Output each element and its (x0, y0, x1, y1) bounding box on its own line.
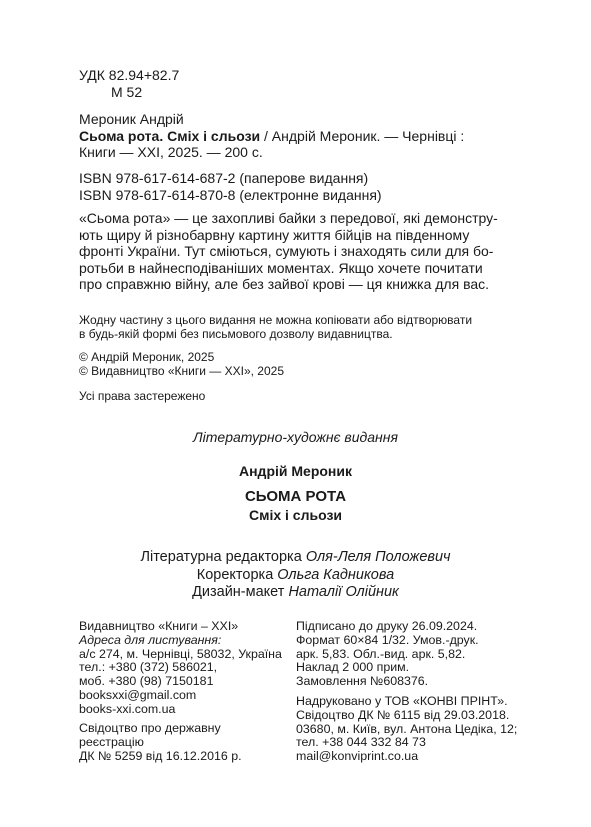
notice-line: Жодну частину з цього видання не можна копіювати або відтворювати (79, 313, 473, 327)
annotation-line: ротьби в найнесподіваніших моментах. Якщо хочете почитати (79, 259, 483, 276)
bib-line-2: Книги — ХХІ, 2025. — 200 с. (79, 144, 263, 160)
annotation-line: «Сьома рота» — це захопливі байки з передової, які демонстру- (79, 210, 498, 226)
credit-person: Ольга Кадникова (277, 566, 395, 583)
udk-block (79, 67, 179, 100)
copyright-notice (79, 313, 472, 341)
notice-line: в будь-якій формі без письмового дозволу видавництва. (79, 327, 393, 341)
printer-line: тел. +38 044 332 84 73 (296, 735, 426, 750)
bibliographic-record (79, 111, 464, 161)
credit-person: Оля-Леля Положевич (305, 549, 451, 565)
printer-line: mail@konviprint.co.ua (296, 749, 419, 764)
credit-role: Дизайн-макет (192, 584, 289, 600)
print-line: арк. 5,83. Обл.-вид. арк. 5,82. (296, 646, 466, 661)
publisher-info (79, 620, 282, 717)
address-label: Адреса для листування: (79, 632, 222, 647)
printer-line: 03680, м. Київ, вул. Антона Цедіка, 12; (296, 721, 518, 736)
publisher-site: books-xxi.com.ua (79, 701, 176, 716)
isbn-electronic: ISBN 978-617-614-870-8 (електронне видання) (79, 186, 382, 203)
udk-code: УДК 82.94+82.7 (79, 67, 180, 83)
print-info (296, 620, 479, 689)
print-line: Підписано до друку 26.09.2024. (296, 619, 478, 633)
certificate-line: реєстрацію (79, 734, 144, 749)
annotation-line: про справжню війну, але без зайвої крові — ця книжка для вас. (79, 276, 490, 292)
credit-role: Коректорка (196, 566, 278, 583)
annotation (79, 210, 514, 293)
publisher-address: а/с 274, м. Чернівці, 58032, Україна (79, 646, 282, 661)
isbn-print: ISBN 978-617-614-687-2 (паперове видання) (79, 170, 369, 186)
registration-certificate (79, 722, 242, 763)
printer-line: Надруковано у ТОВ «КОНВІ ПРІНТ». (296, 694, 508, 708)
publisher-name: Видавництво «Книги – ХХІ» (79, 619, 239, 633)
author-display: Андрій Мероник (238, 463, 352, 479)
isbn-block (79, 170, 382, 203)
rights-reserved: Усі права застережено (79, 389, 206, 403)
edition-type: Літературно-художнє видання (193, 429, 398, 445)
publisher-mobile: моб. +380 (98) 7150181 (79, 674, 214, 689)
printer-line: Свідоцтво ДК № 6115 від 29.03.2018. (296, 707, 510, 722)
book-title: СЬОМА РОТА (244, 488, 347, 505)
author-mark: М 52 (111, 83, 143, 100)
printer-info (296, 695, 517, 764)
bib-rest: / Андрій Мероник. — Чернівці : (260, 127, 465, 144)
bib-line-1 (79, 128, 464, 145)
credit-role: Літературна редакторка (140, 549, 306, 565)
copyright-publisher: © Видавництво «Книги — ХХІ», 2025 (79, 364, 285, 378)
print-line: Формат 60×84 1/32. Умов.-друк. (296, 632, 479, 647)
book-subtitle: Сміх і сльози (248, 507, 343, 523)
credit-proofreader (0, 567, 591, 585)
copyrights (79, 350, 284, 378)
annotation-line: фронті України. Тут сміються, сумують і знаходять сили для бо- (79, 243, 494, 259)
credit-designer (0, 584, 591, 602)
certificate-line: Свідоцтво про державну (79, 721, 221, 735)
annotation-line: ють щиру й різнобарвну картину життя бійців на південному (79, 226, 470, 243)
copyright-author: © Андрій Мероник, 2025 (79, 350, 215, 364)
print-line: Замовлення №608376. (296, 674, 429, 689)
credit-editor (0, 549, 591, 567)
publisher-phone: тел.: +380 (372) 586021, (79, 660, 218, 675)
author-name: Мероник Андрій (79, 111, 184, 127)
credits (0, 549, 591, 602)
credit-person: Наталії Олійник (288, 584, 399, 600)
print-line: Наклад 2 000 прим. (296, 660, 410, 675)
bib-title: Сьома рота. Сміх і сльози (79, 127, 261, 144)
publisher-email: booksxxi@gmail.com (79, 687, 197, 702)
certificate-line: ДК № 5259 від 16.12.2016 р. (79, 748, 242, 763)
